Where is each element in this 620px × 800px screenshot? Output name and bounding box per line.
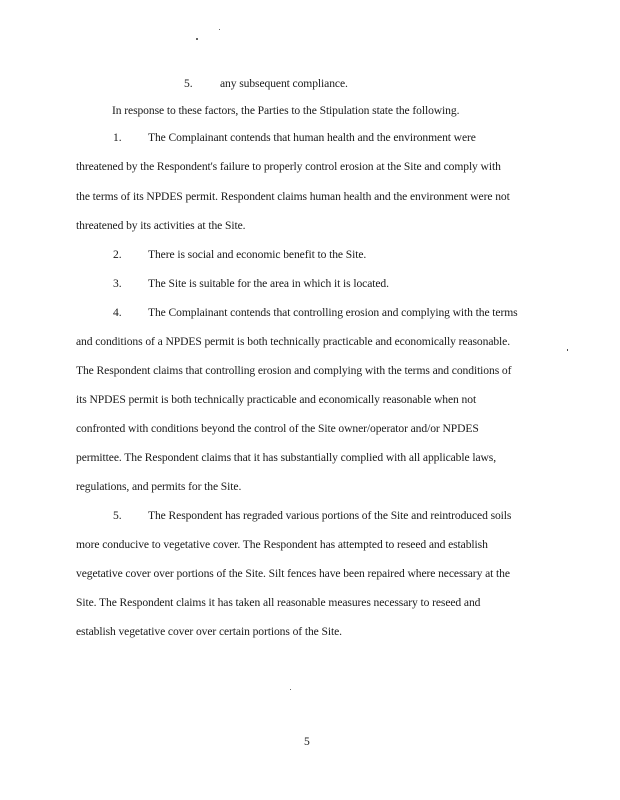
paragraph-4-line: The Complainant contends that controlling erosion and complying with the terms — [148, 306, 518, 319]
paragraph-1-line: the terms of its NPDES permit. Respondent claims human health and the environment were not — [76, 190, 510, 203]
paragraph-3-number: 3. — [113, 277, 122, 290]
scan-speck — [567, 349, 568, 351]
item-5-number: 5. — [184, 77, 193, 90]
scan-speck — [219, 29, 220, 30]
paragraph-4-line: The Respondent claims that controlling erosion and complying with the terms and conditions of — [76, 364, 512, 377]
paragraph-4-line: confronted with conditions beyond the control of the Site owner/operator and/or NPDES — [76, 422, 479, 435]
paragraph-4-line: regulations, and permits for the Site. — [76, 480, 242, 493]
scan-speck — [196, 38, 198, 40]
paragraph-4-line: and conditions of a NPDES permit is both technically practicable and economically reasonable. — [76, 335, 511, 348]
paragraph-5-number: 5. — [113, 509, 122, 522]
paragraph-4-line: its NPDES permit is both technically practicable and economically reasonable when not — [76, 393, 477, 406]
item-5-text: any subsequent compliance. — [220, 77, 348, 90]
page-number: 5 — [304, 735, 310, 748]
paragraph-3-line: The Site is suitable for the area in which it is located. — [148, 277, 389, 290]
paragraph-4-line: permittee. The Respondent claims that it has substantially complied with all applicable laws, — [76, 451, 496, 464]
paragraph-5-line: establish vegetative cover over certain portions of the Site. — [76, 625, 342, 638]
paragraph-1-number: 1. — [113, 131, 122, 144]
intro-sentence: In response to these factors, the Parties to the Stipulation state the following. — [112, 104, 460, 117]
paragraph-5-line: The Respondent has regraded various portions of the Site and reintroduced soils — [148, 509, 512, 522]
scan-speck — [290, 689, 291, 690]
paragraph-1-line: threatened by the Respondent's failure to properly control erosion at the Site and comply with — [76, 160, 501, 173]
paragraph-1-line: The Complainant contends that human health and the environment were — [148, 131, 476, 144]
paragraph-2-number: 2. — [113, 248, 122, 261]
paragraph-5-line: more conducive to vegetative cover. The Respondent has attempted to reseed and establish — [76, 538, 488, 551]
paragraph-1-line: threatened by its activities at the Site. — [76, 219, 246, 232]
paragraph-5-line: vegetative cover over portions of the Site. Silt fences have been repaired where necessary at the — [76, 567, 510, 580]
paragraph-2-line: There is social and economic benefit to the Site. — [148, 248, 367, 261]
paragraph-5-line: Site. The Respondent claims it has taken all reasonable measures necessary to reseed and — [76, 596, 481, 609]
paragraph-4-number: 4. — [113, 306, 122, 319]
